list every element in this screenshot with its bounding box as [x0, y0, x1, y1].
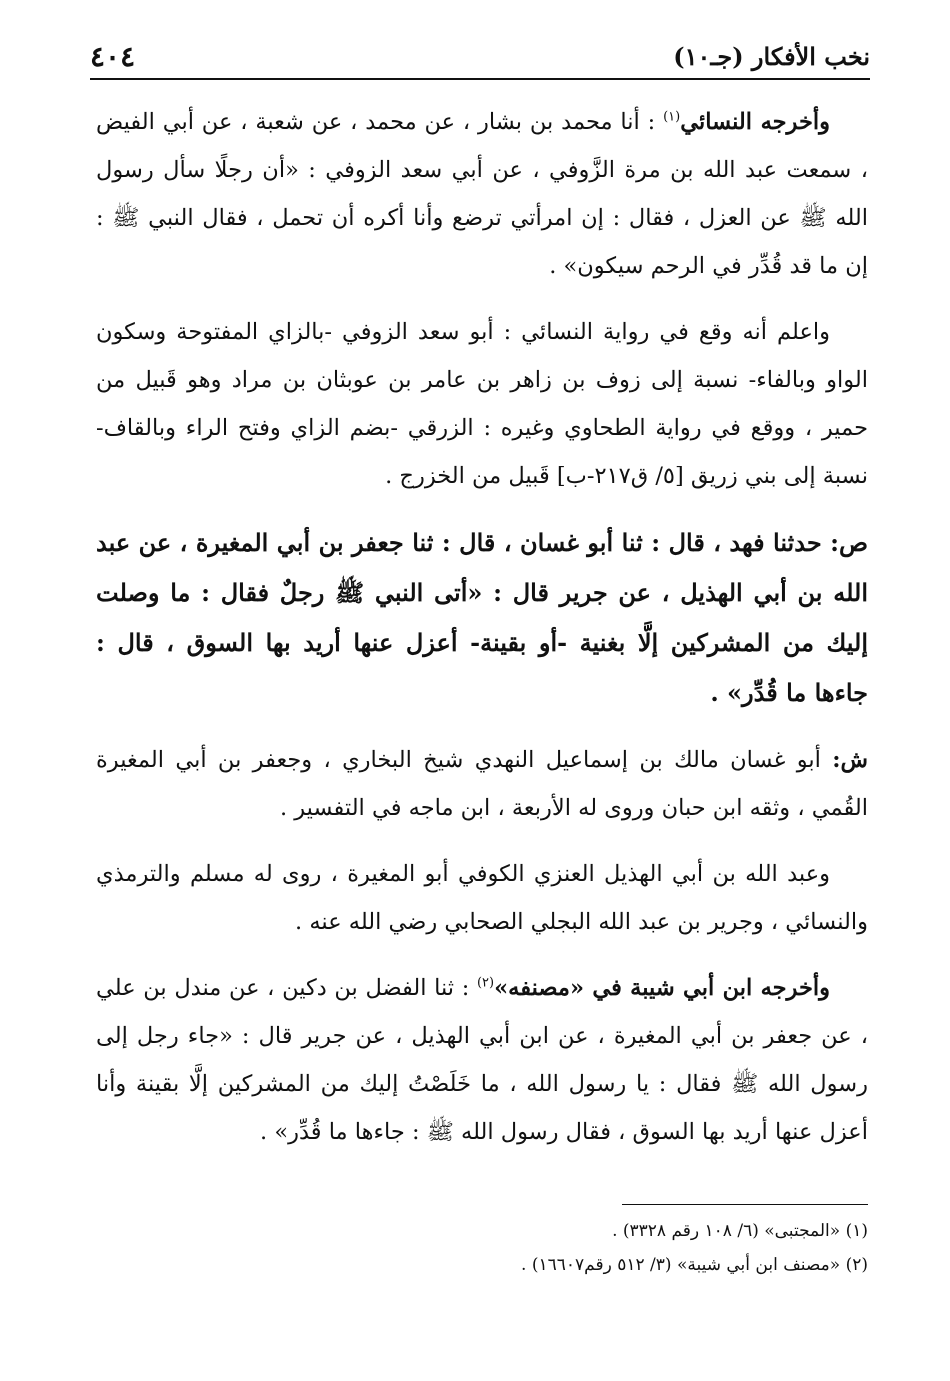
- paragraph-text: وعبد الله بن أبي الهذيل العنزي الكوفي أبو المغيرة ، روى له مسلم والترمذي والنسائي ، وجرير بن عبد الله البجلي الصحابي رضي الله عنه .: [96, 861, 868, 935]
- paragraph-nasai-takhrij: [96, 98, 868, 290]
- paragraph-ibn-abi-shaybah: [96, 964, 868, 1156]
- paragraph-text: : ثنا الفضل بن دكين ، عن مندل بن علي ، عن جعفر بن أبي المغيرة ، عن ابن أبي الهذيل ، عن جرير قال : «جاء رجل إلى رسول الله ﷺ فقال : يا رسول الله ، ما خَلَصْتُ إليك من المشركين إلَّا بقينة وأنا أعزل عنها أريد بها السوق ، فقال رسول الله ﷺ : جاءها ما قُدِّر» .: [96, 975, 868, 1145]
- header-divider: [90, 78, 870, 80]
- paragraph-lead: وأخرجه ابن أبي شيبة في «مصنفه»: [494, 975, 830, 1001]
- footnote-1: (١) «المجتبى» (٦/ ١٠٨ رقم ٣٣٢٨) .: [612, 1221, 868, 1241]
- footnotes: [96, 1216, 868, 1284]
- paragraph-narrators: [96, 850, 868, 946]
- footnote-ref: (٢): [476, 975, 495, 991]
- footnote-divider: [622, 1204, 868, 1205]
- paragraph-note-zawfi: [96, 308, 868, 500]
- footnote-ref: (١): [663, 109, 681, 125]
- page-number: ٤٠٤: [90, 39, 136, 73]
- running-header: [90, 34, 870, 78]
- paragraph-text: أبو غسان مالك بن إسماعيل النهدي شيخ البخاري ، وجعفر بن أبي المغيرة القُمي ، وثقه ابن حبان وروى له الأربعة ، ابن ماجه في التفسير .: [96, 747, 868, 821]
- paragraph-sharh: [96, 736, 868, 832]
- paragraph-lead: وأخرجه النسائي: [680, 109, 830, 135]
- book-title: نخب الأفكار (جـ١٠): [673, 41, 870, 71]
- paragraph-lead: ش:: [832, 747, 868, 773]
- main-text: [96, 98, 868, 1174]
- paragraph-text: : أنا محمد بن بشار ، عن محمد ، عن شعبة ، عن أبي الفيض ، سمعت عبد الله بن مرة الزَّوفي ، عن أبي سعد الزوفي : «أن رجلًا سأل رسول الله ﷺ عن العزل ، فقال : إن امرأتي ترضع وأنا أكره أن تحمل ، فقال النبي ﷺ : إن ما قد قُدِّر في الرحم سيكون» .: [96, 109, 868, 279]
- paragraph-text: واعلم أنه وقع في رواية النسائي : أبو سعد الزوفي -بالزاي المفتوحة وسكون الواو وبالفاء- نسبة إلى زوف بن زاهر بن عامر بن عوبثان بن مراد وهو قَبيل من حمير ، ووقع في رواية الطحاوي وغيره : الزرقي -بضم الزاي وفتح الراء وبالقاف- نسبة إلى بني زريق [٥/ ق٢١٧-ب] قَبيل من الخزرج .: [96, 319, 868, 489]
- footnote-2: (٢) «مصنف ابن أبي شيبة» (٣/ ٥١٢ رقم١٦٦٠٧) .: [521, 1255, 868, 1275]
- paragraph-matn: [96, 518, 868, 718]
- paragraph-text: ص: حدثنا فهد ، قال : ثنا أبو غسان ، قال : ثنا جعفر بن أبي المغيرة ، عن عبد الله بن أبي الهذيل ، عن جرير قال : «أتى النبي ﷺ رجلٌ فقال : ما وصلت إليك من المشركين إلَّا بغنية -أو بقينة- أعزل عنها أريد بها السوق ، قال : جاءها ما قُدِّر» .: [96, 528, 868, 707]
